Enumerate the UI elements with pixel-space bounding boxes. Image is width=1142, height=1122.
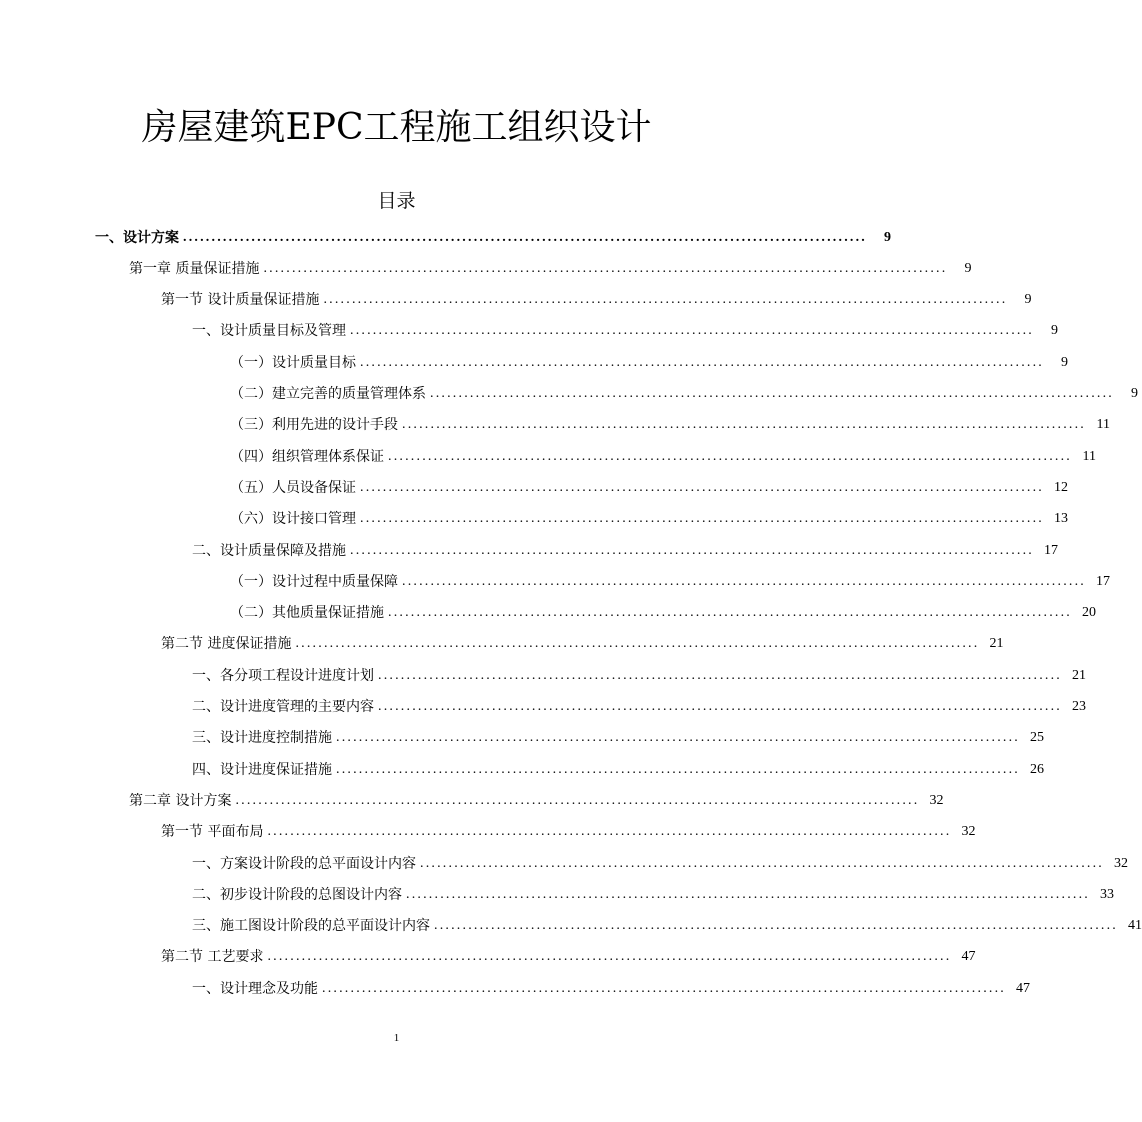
toc-entry-page: 41 — [1128, 918, 1142, 934]
toc-leader-dots: ........................................................................................................................ — [388, 448, 1072, 464]
toc-entry[interactable] — [161, 285, 1032, 316]
toc-leader-dots: ........................................................................................................................ — [360, 354, 1044, 370]
toc-leader-dots: ........................................................................................................................ — [263, 260, 948, 276]
toc-leader-dots: ........................................................................................................................ — [360, 511, 1044, 527]
toc-entry[interactable] — [230, 379, 1138, 410]
toc-entry[interactable] — [129, 785, 944, 816]
toc-leader-dots: ........................................................................................................................ — [350, 542, 1034, 558]
document-title: 房屋建筑EPC工程施工组织设计 — [141, 107, 652, 148]
toc-entry-title: （一）设计质量目标 — [230, 354, 356, 371]
toc-leader-dots: ........................................................................................................................ — [430, 386, 1114, 401]
toc-leader-dots: ........................................................................................................................ — [406, 886, 1090, 902]
toc-entry-page: 32 — [1114, 855, 1128, 871]
toc-entry-title: 第二节 进度保证措施 — [161, 636, 292, 653]
toc-entry-title: 一、设计质量目标及管理 — [192, 323, 346, 340]
toc-entry-title: 第一章 质量保证措施 — [129, 260, 260, 277]
toc-entry[interactable] — [161, 817, 976, 848]
toc-entry[interactable] — [230, 504, 1068, 535]
toc-entry-page: 9 — [1024, 292, 1032, 308]
toc-entry-title: 二、初步设计阶段的总图设计内容 — [192, 886, 402, 903]
toc-entry-page: 47 — [961, 949, 976, 965]
toc-entry-page: 9 — [1131, 386, 1138, 401]
toc-entry-page: 32 — [961, 824, 976, 840]
toc-entry-title: （四）组织管理体系保证 — [230, 448, 384, 465]
toc-leader-dots: ........................................................................................................................ — [336, 730, 1020, 746]
toc-entry-title: 第二章 设计方案 — [129, 792, 232, 809]
toc-leader-dots: ........................................................................................................................ — [378, 699, 1062, 714]
toc-entry-page: 11 — [1096, 417, 1110, 433]
toc-entry-page: 9 — [964, 260, 972, 276]
toc-heading: 目录 — [377, 190, 416, 212]
toc-leader-dots: ........................................................................................................................ — [350, 323, 1034, 339]
toc-entry[interactable] — [192, 911, 1142, 942]
toc-leader-dots: ........................................................................................................................ — [388, 605, 1072, 621]
toc-entry[interactable] — [192, 723, 1044, 754]
toc-entry-title: 二、设计质量保障及措施 — [192, 542, 346, 559]
toc-leader-dots: ........................................................................................................................ — [360, 479, 1044, 495]
toc-entry-page: 9 — [1061, 354, 1068, 370]
toc-leader-dots: ........................................................................................................................ — [323, 292, 1008, 308]
toc-entry[interactable] — [192, 692, 1086, 723]
toc-entry[interactable] — [230, 410, 1110, 441]
toc-entry-page: 11 — [1082, 448, 1096, 464]
toc-entry-title: 一、方案设计阶段的总平面设计内容 — [192, 855, 416, 872]
toc-leader-dots: ........................................................................................................................ — [267, 949, 952, 965]
toc-entry-page: 17 — [1044, 542, 1058, 558]
toc-entry-title: （二）建立完善的质量管理体系 — [230, 386, 426, 402]
toc-entry-title: 第一节 平面布局 — [161, 824, 264, 841]
toc-leader-dots: ........................................................................................................................ — [434, 918, 1118, 934]
toc-leader-dots: ........................................................................................................................ — [402, 417, 1086, 433]
toc-entry-title: （一）设计过程中质量保障 — [230, 573, 398, 590]
toc-entry[interactable] — [192, 535, 1058, 566]
toc-entry-title: 一、设计方案 — [95, 229, 179, 246]
toc-entry-title: 三、设计进度控制措施 — [192, 730, 332, 747]
toc-entry-title: （六）设计接口管理 — [230, 511, 356, 528]
toc-leader-dots: ........................................................................................................................ — [420, 855, 1104, 871]
toc-entry-page: 9 — [1051, 323, 1058, 339]
toc-entry-title: 三、施工图设计阶段的总平面设计内容 — [192, 918, 430, 935]
toc-entry-page: 13 — [1054, 511, 1068, 527]
toc-entry-page: 25 — [1030, 730, 1044, 746]
toc-entry-page: 21 — [1072, 667, 1086, 683]
toc-entry-page: 33 — [1100, 886, 1114, 902]
toc-entry-page: 17 — [1096, 573, 1110, 589]
toc-entry[interactable] — [192, 660, 1086, 691]
toc-leader-dots: ........................................................................................................................ — [402, 573, 1086, 589]
toc-entry-title: （三）利用先进的设计手段 — [230, 417, 398, 434]
toc-entry-page: 26 — [1030, 761, 1044, 777]
toc-entry[interactable] — [230, 598, 1096, 629]
toc-leader-dots: ........................................................................................................................ — [336, 761, 1020, 777]
toc-entry-title: （五）人员设备保证 — [230, 479, 356, 496]
toc-entry[interactable] — [192, 316, 1058, 347]
toc-entry[interactable] — [192, 973, 1030, 1004]
toc-entry-page: 12 — [1054, 479, 1068, 495]
toc-entry[interactable] — [161, 942, 976, 973]
toc-entry[interactable] — [129, 253, 972, 284]
toc-entry[interactable] — [192, 754, 1044, 785]
toc-entry-page: 23 — [1072, 699, 1086, 714]
toc-entry-title: 二、设计进度管理的主要内容 — [192, 699, 374, 715]
page-number: 1 — [393, 1032, 400, 1044]
toc-entry-title: 一、设计理念及功能 — [192, 980, 318, 997]
toc-entry[interactable] — [161, 629, 1004, 660]
toc-leader-dots: ........................................................................................................................ — [322, 980, 1006, 996]
toc-leader-dots: ........................................................................................................................ — [378, 667, 1062, 683]
toc-leader-dots: ........................................................................................................................ — [267, 824, 952, 840]
toc-entry[interactable] — [230, 472, 1068, 503]
toc-entry[interactable] — [192, 879, 1114, 910]
toc-entry-title: 四、设计进度保证措施 — [192, 761, 332, 778]
toc-entry-page: 9 — [884, 229, 891, 245]
toc-entry-title: 第二节 工艺要求 — [161, 949, 264, 966]
toc-entry[interactable] — [230, 347, 1068, 378]
toc-entry-title: （二）其他质量保证措施 — [230, 605, 384, 622]
toc-leader-dots: ........................................................................................................................ — [235, 792, 920, 808]
toc-entry[interactable] — [95, 222, 891, 253]
toc-entry-page: 21 — [989, 636, 1004, 652]
toc-entry-title: 第一节 设计质量保证措施 — [161, 292, 320, 309]
toc-entry-page: 32 — [929, 792, 944, 808]
toc-entry[interactable] — [192, 848, 1128, 879]
toc-entry-page: 20 — [1082, 605, 1096, 621]
toc-entry[interactable] — [230, 441, 1096, 472]
toc-entry-title: 一、各分项工程设计进度计划 — [192, 667, 374, 684]
toc-leader-dots: ........................................................................................................................ — [295, 636, 980, 652]
toc-entry-page: 47 — [1016, 980, 1030, 996]
toc-leader-dots: ........................................................................................................................ — [183, 229, 867, 245]
toc-entry[interactable] — [230, 566, 1110, 597]
